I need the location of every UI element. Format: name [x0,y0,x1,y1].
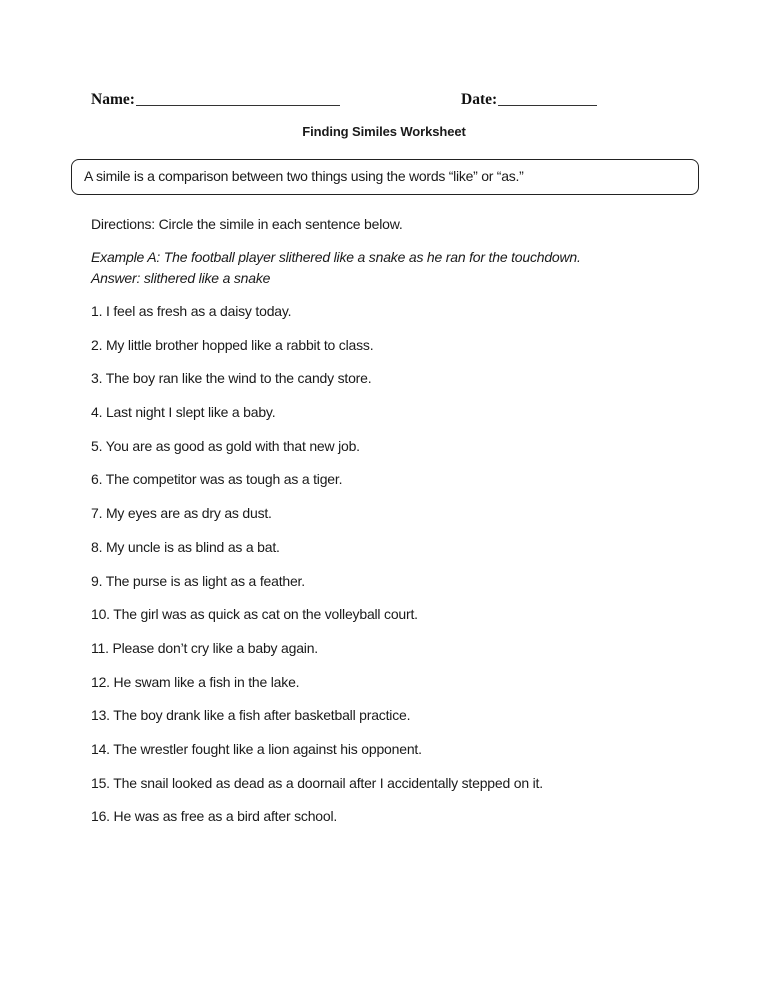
date-field-line[interactable] [498,105,597,106]
example-answer: Answer: slithered like a snake [91,270,271,286]
header-row [0,89,768,111]
example-sentence: Example A: The football player slithered like a snake as he ran for the touchdown. [91,249,581,265]
name-label: Name: [91,91,135,108]
page-title: Finding Similes Worksheet [302,124,466,139]
definition-text: A simile is a comparison between two things using the words “like” or “as.” [84,168,524,184]
question-item: 1. I feel as fresh as a daisy today. [91,303,292,319]
question-item: 16. He was as free as a bird after school. [91,808,338,825]
question-item: 10. The girl was as quick as cat on the volleyball court. [91,606,418,623]
question-item: 5. You are as good as gold with that new job. [91,437,360,454]
question-item: 9. The purse is as light as a feather. [91,572,305,589]
question-item: 12. He swam like a fish in the lake. [91,673,300,690]
question-item: 11. Please don’t cry like a baby again. [91,639,318,656]
question-list [91,303,543,842]
question-item: 13. The boy drank like a fish after basketball practice. [91,707,411,724]
question-item: 4. Last night I slept like a baby. [91,404,276,421]
definition-box [71,159,699,195]
date-label: Date: [461,91,498,108]
question-item: 8. My uncle is as blind as a bat. [91,538,280,555]
question-item: 7. My eyes are as dry as dust. [91,505,272,522]
name-field-line[interactable] [136,105,340,106]
question-item: 15. The snail looked as dead as a doornail after I accidentally stepped on it. [91,774,543,791]
question-item: 6. The competitor was as tough as a tiger. [91,471,343,488]
question-item: 2. My little brother hopped like a rabbit to class. [91,336,374,353]
question-item: 14. The wrestler fought like a lion against his opponent. [91,740,422,757]
directions-text: Directions: Circle the simile in each sentence below. [91,216,403,232]
question-item: 3. The boy ran like the wind to the candy store. [91,370,372,387]
